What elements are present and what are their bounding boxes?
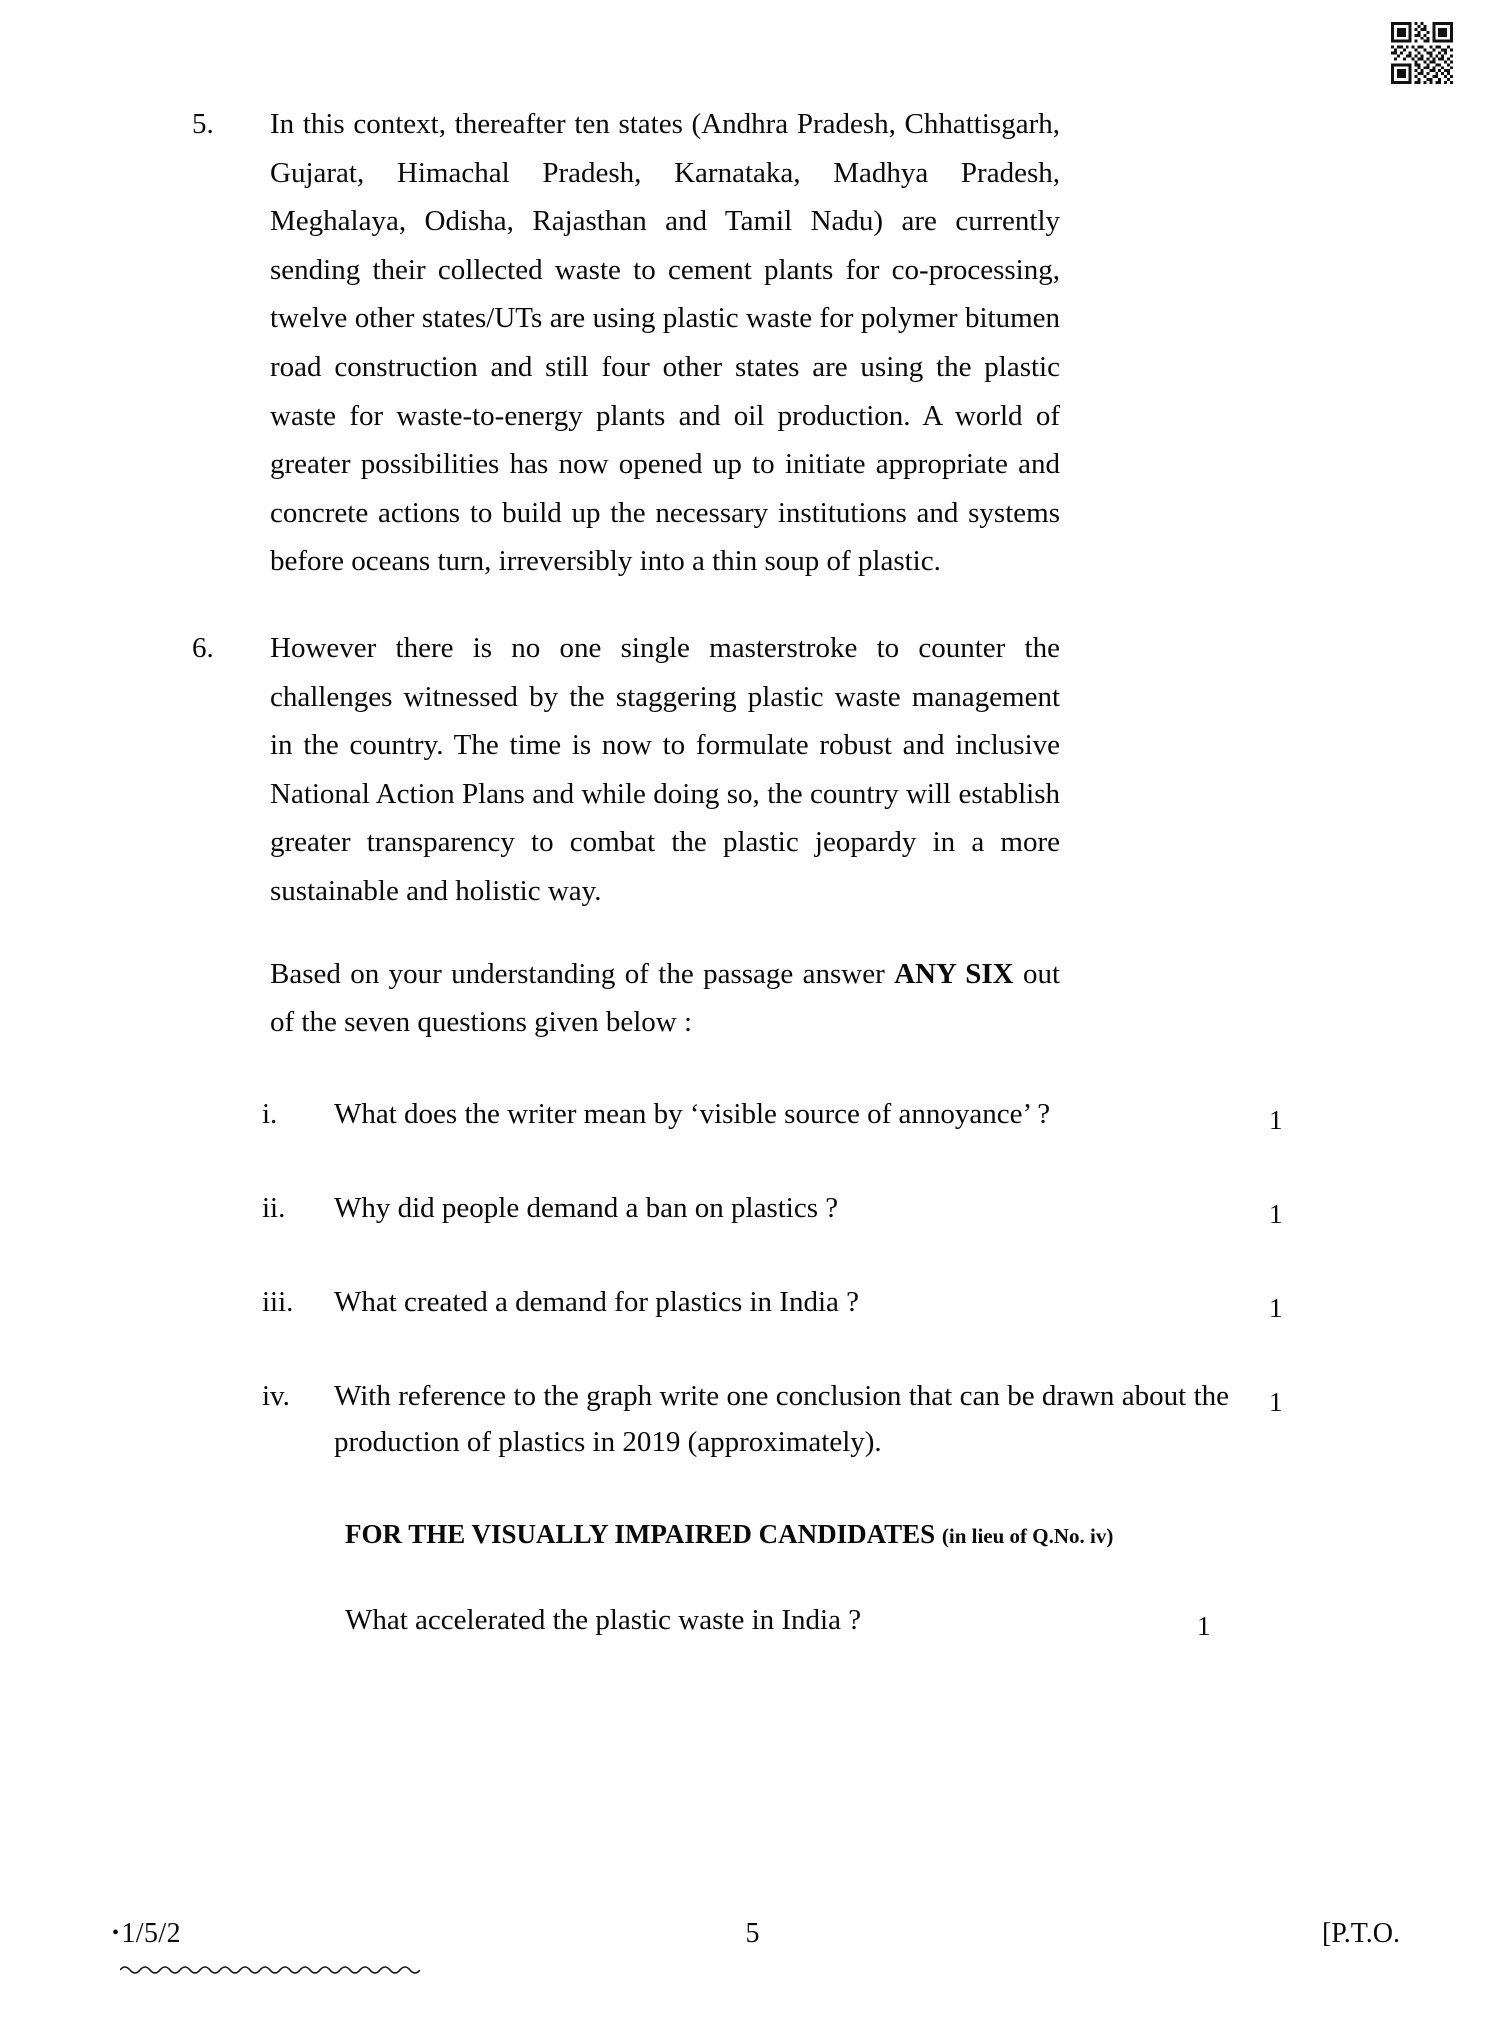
- question-text: What created a demand for plastics in India ?: [334, 1285, 859, 1318]
- instruction-emphasis: ANY SIX: [894, 957, 1014, 990]
- vi-heading-main: FOR THE VISUALLY IMPAIRED CANDIDATES: [345, 1518, 936, 1549]
- paragraph-number: 6.: [192, 631, 214, 664]
- question-number: i.: [262, 1097, 278, 1130]
- page-content: [0, 100, 1505, 1659]
- question-text: With reference to the graph write one conclusion that can be drawn about the production of plastics in 2019 (approximately).: [334, 1379, 1229, 1458]
- question-number: ii.: [262, 1191, 286, 1224]
- paragraph-text: In this context, thereafter ten states (Andhra Pradesh, Chhattisgarh, Gujarat, Himachal Pradesh, Karnataka, Madhya Pradesh, Meghalaya, Odisha, Rajasthan and Tamil Nadu) are currently sending their collected waste to cement plants for co-processing, twelve other states/UTs are using plastic waste for polymer bitumen road construction and still four other states are using the plastic waste for waste-to-energy plants and oil production. A world of greater possibilities has now opened up to initiate appropriate and concrete actions to build up the necessary institutions and systems before oceans turn, irreversibly into a thin soup of plastic.: [270, 108, 1060, 578]
- passage-paragraph: [0, 100, 1505, 586]
- question-number: iv.: [262, 1379, 290, 1412]
- pto-marker: [P.T.O.: [1321, 1918, 1400, 1949]
- question-row: [0, 1185, 1505, 1237]
- paragraph-number: 5.: [192, 108, 214, 140]
- page-footer: [0, 1918, 1505, 1978]
- vi-question-marks: 1: [1197, 1610, 1211, 1641]
- question-row: [0, 1279, 1505, 1331]
- visually-impaired-question-row: [0, 1597, 1505, 1649]
- instruction-line: [0, 950, 1060, 1047]
- paragraph-text: However there is no one single masterstroke to counter the challenges witnessed by the staggering plastic waste management in the country. The time is now to formulate robust and inclusive National Action Plans and while doing so, the country will establish greater transparency to combat the plastic jeopardy in a more sustainable and holistic way.: [270, 631, 1060, 907]
- question-marks: 1: [1269, 1292, 1283, 1323]
- passage-paragraph: [0, 624, 1505, 916]
- instruction-after: out of the seven questions given below :: [270, 957, 1060, 1039]
- paper-code-text: 1/5/2: [121, 1918, 181, 1949]
- question-row: [0, 1373, 1505, 1465]
- bullet-icon: •: [112, 1922, 120, 1944]
- question-text: What does the writer mean by ‘visible source of annoyance’ ?: [334, 1097, 1051, 1130]
- vi-question-text: What accelerated the plastic waste in India ?: [345, 1603, 862, 1636]
- qr-code-icon: [1391, 22, 1453, 84]
- question-marks: 1: [1269, 1104, 1283, 1135]
- vi-heading-sub: (in lieu of Q.No. iv): [941, 1523, 1114, 1548]
- instruction-before: Based on your understanding of the passage answer: [270, 957, 895, 990]
- visually-impaired-heading: [0, 1513, 1505, 1557]
- question-marks: 1: [1269, 1198, 1283, 1229]
- page-number: 5: [745, 1918, 760, 1949]
- question-text: Why did people demand a ban on plastics ?: [334, 1191, 839, 1224]
- squiggle-underline-icon: [120, 1962, 420, 1976]
- question-number: iii.: [262, 1285, 294, 1318]
- question-marks: 1: [1269, 1386, 1283, 1417]
- question-row: [0, 1091, 1505, 1143]
